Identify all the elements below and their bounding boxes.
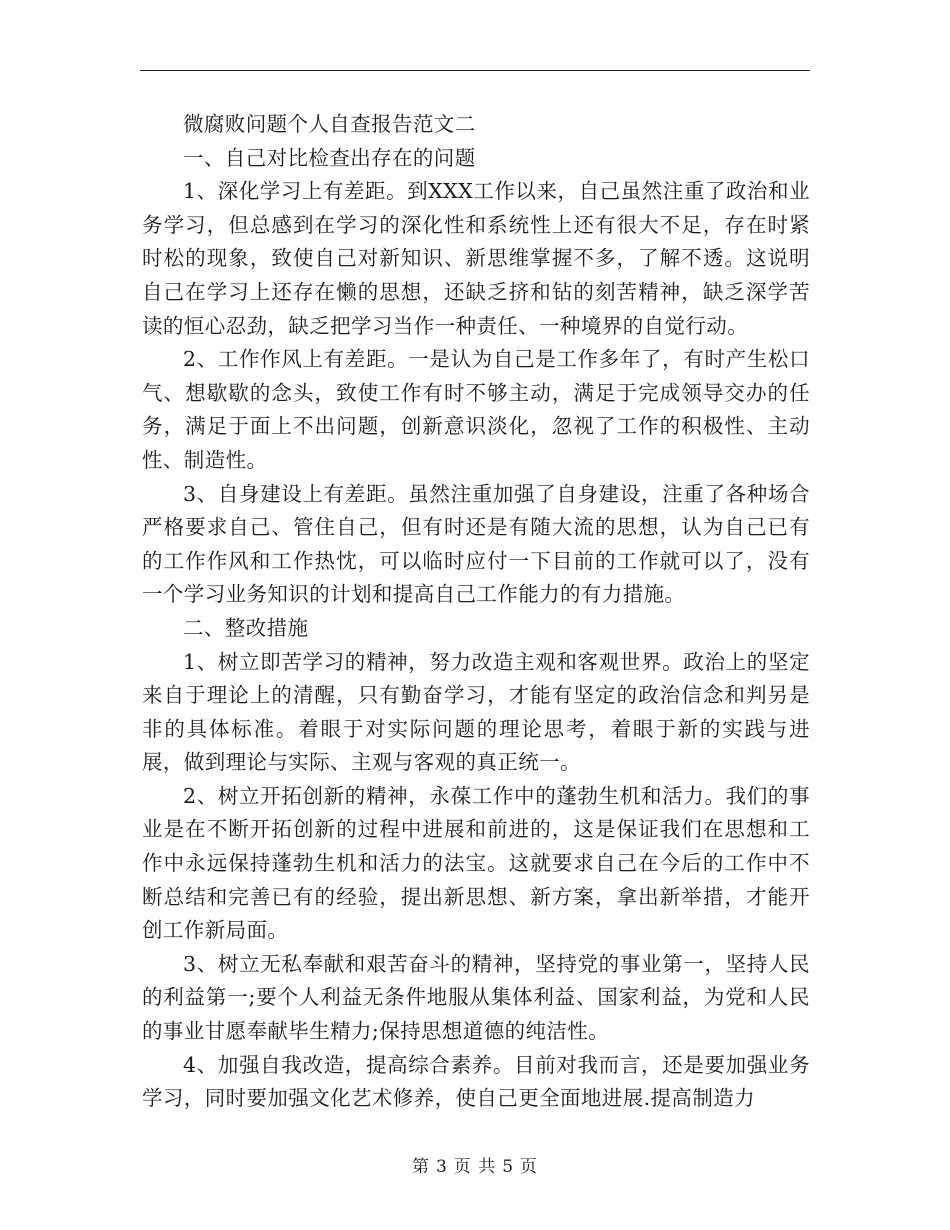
page-footer xyxy=(0,1152,950,1177)
footer-suffix: 页 xyxy=(520,1157,539,1177)
footer-middle: 页 共 xyxy=(453,1157,497,1177)
section-heading-measures: 二、整改措施 xyxy=(183,615,309,640)
section-heading-problems: 一、自己对比检查出存在的问题 xyxy=(183,145,476,170)
paragraph-measure-4: 4、加强自我改造，提高综合素养。目前对我而言，还是要加强业务学习，同时要加强文化艺术修养，使自己更全面地进展.提高制造力 xyxy=(142,1052,810,1111)
paragraph-problem-2: 2、工作作风上有差距。一是认为自己是工作多年了，有时产生松口气、想歇歇的念头，致使工作有时不够主动，满足于完成领导交办的任务，满足于面上不出问题，创新意识淡化，忽视了工作的积极性、主动性、制造性。 xyxy=(142,347,810,472)
paragraph-measure-2: 2、树立开拓创新的精神，永葆工作中的蓬勃生机和活力。我们的事业是在不断开拓创新的过程中进展和前进的，这是保证我们在思想和工作中永远保持蓬勃生机和活力的法宝。这就要求自己在今后的工作中不断总结和完善已有的经验，提出新思想、新方案，拿出新举措，才能开创工作新局面。 xyxy=(142,783,810,943)
document-title: 微腐败问题个人自查报告范文二 xyxy=(183,112,476,136)
footer-current-page: 3 xyxy=(435,1157,448,1177)
paragraph-measure-3: 3、树立无私奉献和艰苦奋斗的精神，坚持党的事业第一，坚持人民的利益第一;要个人利益无条件地服从集体利益、国家利益，为党和人民的事业甘愿奉献毕生精力;保持思想道德的纯洁性。 xyxy=(142,951,810,1044)
paragraph-measure-1: 1、树立即苦学习的精神，努力改造主观和客观世界。政治上的坚定来自于理论上的清醒，只有勤奋学习，才能有坚定的政治信念和判另是非的具体标准。着眼于对实际问题的理论思考，着眼于新的实践与进展，做到理论与实际、主观与客观的真正统一。 xyxy=(142,649,810,775)
footer-prefix: 第 xyxy=(411,1157,430,1177)
paragraph-problem-1: 1、深化学习上有差距。到XXX工作以来，自己虽然注重了政治和业务学习，但总感到在学习的深化性和系统性上还有很大不足，存在时紧时松的现象，致使自己对新知识、新思维掌握不多，了解不透。这说明自己在学习上还存在懒的思想，还缺乏挤和钻的刻苦精神，缺乏深学苦读的恒心忍劲，缺乏把学习当作一种责任、一种境界的自觉行动。 xyxy=(142,179,810,338)
document-body xyxy=(142,108,810,1116)
header-rule xyxy=(140,70,810,71)
paragraph-problem-3: 3、自身建设上有差距。虽然注重加强了自身建设，注重了各种场合严格要求自己、管住自己，但有时还是有随大流的思想，认为自己已有的工作作风和工作热忱，可以临时应付一下目前的工作就可以了，没有一个学习业务知识的计划和提高自己工作能力的有力措施。 xyxy=(142,481,810,607)
footer-total-pages: 5 xyxy=(502,1157,515,1177)
